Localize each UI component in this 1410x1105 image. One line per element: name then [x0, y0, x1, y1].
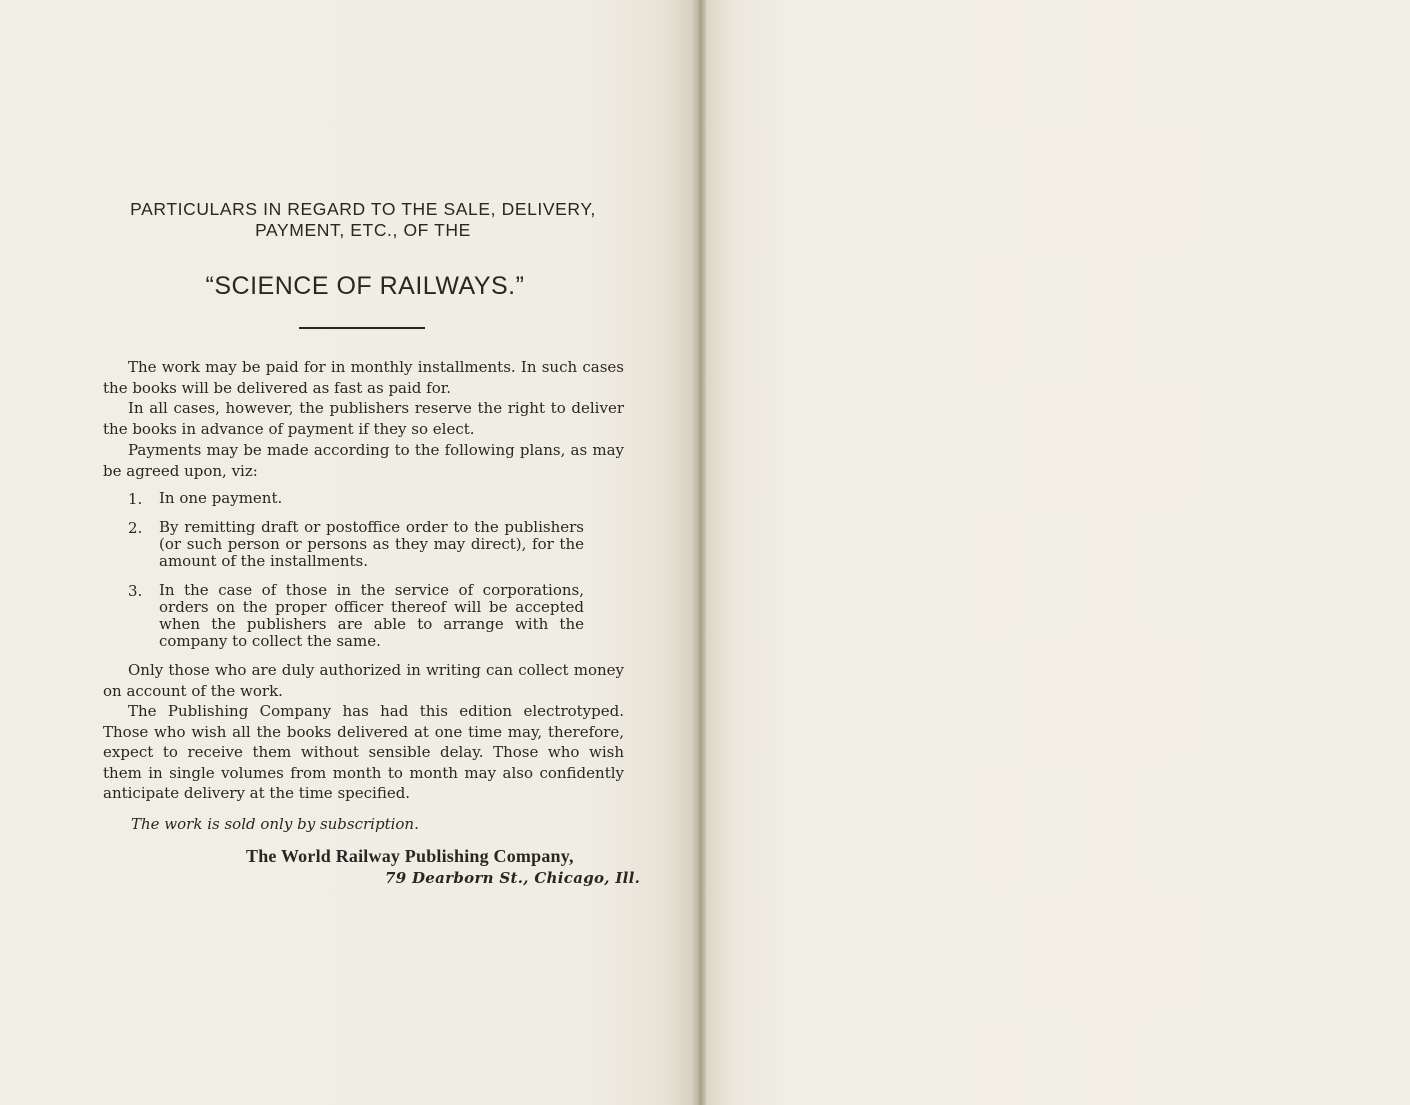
plan-number-3: 3.	[128, 582, 143, 600]
plan-number-2: 2.	[128, 519, 143, 537]
plan-text-1: In one payment.	[159, 489, 283, 507]
paragraph-payment-plans: Payments may be made according to the following plans, as may be agreed upon, viz:	[103, 441, 624, 480]
left-page	[0, 0, 692, 1105]
book-title: “SCIENCE OF RAILWAYS.”	[205, 272, 525, 300]
publisher-name: The World Railway Publishing Company,	[246, 846, 574, 866]
title-divider	[299, 327, 425, 329]
plan-number-1: 1.	[128, 490, 143, 508]
plan-text-3: In the case of those in the service of corporations, orders on the proper officer thereof will be accepted when the publishers are able to arrange with the company to collect the same.	[159, 581, 584, 650]
paragraph-authorized-collectors: Only those who are duly authorized in writing can collect money on account of the work.	[103, 661, 624, 700]
paragraph-advance-delivery: In all cases, however, the publishers reserve the right to deliver the books in advance of payment if they so elect.	[103, 399, 624, 438]
right-page-blank	[706, 0, 1410, 1105]
heading-line-2: PAYMENT, ETC., OF THE	[255, 220, 471, 240]
page-heading	[103, 199, 623, 241]
subscription-note: The work is sold only by subscription.	[131, 815, 419, 833]
heading-line-1: PARTICULARS IN REGARD TO THE SALE, DELIVERY,	[130, 199, 596, 219]
publisher-address: 79 Dearborn St., Chicago, Ill.	[385, 869, 641, 887]
paragraph-electrotyped-edition: The Publishing Company has had this edition electrotyped. Those who wish all the books delivered at one time may, therefore, expect to receive them without sensible delay. Those who wish them in single volumes from month to month may also confidently anticipate delivery at the time specified.	[103, 702, 624, 802]
paragraph-installments: The work may be paid for in monthly installments. In such cases the books will be delivered as fast as paid for.	[103, 358, 624, 397]
plan-text-2: By remitting draft or postoffice order to the publishers (or such person or persons as they may direct), for the amount of the installments.	[159, 518, 584, 570]
book-gutter	[692, 0, 706, 1105]
